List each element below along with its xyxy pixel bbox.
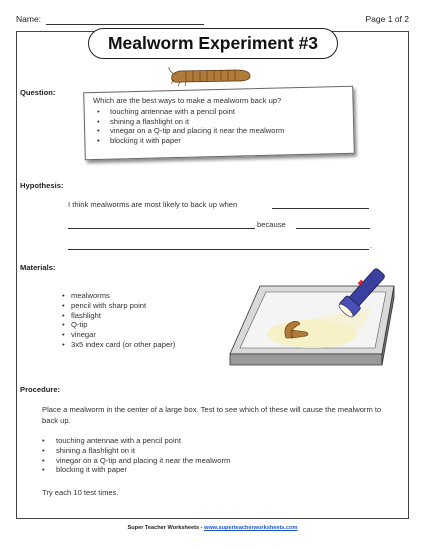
hypothesis-label: Hypothesis: xyxy=(20,181,64,190)
because-label: because xyxy=(257,220,286,229)
question-text: Which are the best ways to make a mealworm back up? xyxy=(93,96,282,105)
because-answer-line[interactable] xyxy=(296,228,370,229)
list-item: • Q-tip xyxy=(62,320,175,330)
list-item: • vinegar on a Q-tip and placing it near the mealworm xyxy=(42,456,230,466)
procedure-text: Place a mealworm in the center of a large box. Test to see which of these will cause the mealworm to back up. xyxy=(42,405,382,425)
list-item: • blocking it with paper xyxy=(97,136,284,146)
hypothesis-prompt: I think mealworms are most likely to back up when xyxy=(68,200,238,209)
list-item: • mealworms xyxy=(62,291,175,301)
hypothesis-answer-line[interactable] xyxy=(68,228,255,229)
footer-site-name: Super Teacher Worksheets xyxy=(127,525,200,531)
list-item: • vinegar on a Q-tip and placing it near the mealworm xyxy=(97,126,284,136)
list-item: • flashlight xyxy=(62,311,175,321)
footer-link[interactable]: www.superteacherworksheets.com xyxy=(204,525,298,531)
procedure-label: Procedure: xyxy=(20,385,61,394)
experiment-box-illustration xyxy=(222,268,402,378)
mealworm-icon xyxy=(169,67,250,86)
list-item: • touching antennae with a pencil point xyxy=(97,107,284,117)
hypothesis-answer-line[interactable] xyxy=(272,208,369,209)
question-label: Question: xyxy=(20,88,56,97)
list-item: • touching antennae with a pencil point xyxy=(42,436,230,446)
page-title: Mealworm Experiment #3 xyxy=(88,28,338,59)
question-options-list xyxy=(97,107,284,145)
materials-list xyxy=(62,291,175,350)
name-label: Name: xyxy=(16,14,42,24)
period-mark: . xyxy=(370,241,373,250)
header-row xyxy=(16,14,409,26)
list-item: • blocking it with paper xyxy=(42,465,230,475)
materials-label: Materials: xyxy=(20,263,56,272)
hypothesis-answer-line[interactable] xyxy=(68,249,369,250)
footer-separator: - xyxy=(199,525,205,531)
list-item: • shining a flashlight on it xyxy=(97,117,284,127)
list-item: • pencil with sharp point xyxy=(62,301,175,311)
mealworm-illustration xyxy=(166,64,256,88)
page-number: Page 1 of 2 xyxy=(365,14,409,24)
list-item: • shining a flashlight on it xyxy=(42,446,230,456)
procedure-steps-list xyxy=(42,436,230,475)
procedure-closing: Try each 10 test times. xyxy=(42,488,119,497)
list-item: • 3x5 index card (or other paper) xyxy=(62,340,175,350)
list-item: • vinegar xyxy=(62,330,175,340)
name-input-line[interactable] xyxy=(46,24,204,25)
footer xyxy=(0,525,425,531)
